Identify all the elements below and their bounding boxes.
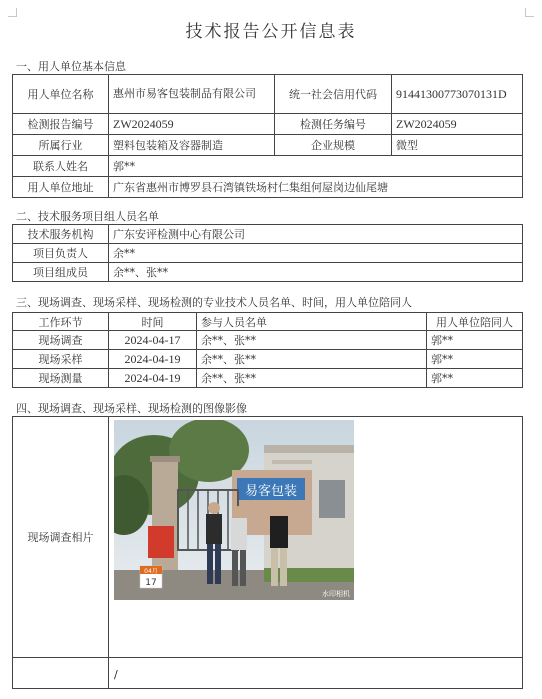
- report-no-value: ZW2024059: [109, 114, 275, 135]
- project-members-label: 项目组成员: [13, 263, 109, 282]
- fieldwork-staff: 余**、张**: [197, 369, 427, 388]
- industry-value: 塑料包装箱及容器制造: [109, 135, 275, 156]
- unit-row-industry: [13, 135, 523, 156]
- fieldwork-date: 2024-04-17: [109, 331, 197, 350]
- fieldwork-staff: 余**、张**: [197, 350, 427, 369]
- service-team-table: [12, 224, 523, 282]
- site-photo-illustration: [114, 420, 354, 600]
- page-title: 技术报告公开信息表: [185, 22, 357, 42]
- sign-text: 易客包装: [244, 484, 298, 499]
- fieldwork-header-row: [13, 313, 523, 331]
- photo-empty-row: [13, 658, 523, 689]
- photo-label: 现场调查相片: [13, 417, 109, 658]
- col-header-date: 时间: [109, 313, 197, 331]
- service-org-value: 广东安评检测中心有限公司: [109, 225, 523, 244]
- date-stamp: [140, 566, 162, 588]
- section-heading-service-team: 二、技术服务项目组人员名单: [16, 210, 159, 223]
- table-row: [13, 350, 523, 369]
- industry-label: 所属行业: [13, 135, 109, 156]
- crop-mark-top-right: [525, 8, 534, 17]
- credit-code-label: 统一社会信用代码: [275, 75, 392, 114]
- unit-name-label: 用人单位名称: [13, 75, 109, 114]
- unit-row-contact: [13, 156, 523, 177]
- service-org-label: 技术服务机构: [13, 225, 109, 244]
- task-no-label: 检测任务编号: [275, 114, 392, 135]
- unit-name-value: 惠州市易客包装制品有限公司: [109, 75, 275, 114]
- fieldwork-stage: 现场采样: [13, 350, 109, 369]
- service-row-leader: [13, 244, 523, 263]
- fieldwork-staff: 余**、张**: [197, 331, 427, 350]
- fieldwork-date: 2024-04-19: [109, 350, 197, 369]
- unit-row-numbers: [13, 114, 523, 135]
- fieldwork-escort: 郭**: [427, 369, 523, 388]
- section-heading-images: 四、现场调查、现场采样、现场检测的图像影像: [16, 402, 247, 415]
- service-row-members: [13, 263, 523, 282]
- contact-value: 郭**: [109, 156, 523, 177]
- unit-row-address: [13, 177, 523, 198]
- fieldwork-date: 2024-04-19: [109, 369, 197, 388]
- service-row-org: [13, 225, 523, 244]
- credit-code-value: 91441300773070131D: [392, 75, 523, 114]
- empty-mark: /: [114, 668, 118, 681]
- section-heading-unit-info: 一、用人单位基本信息: [16, 60, 126, 73]
- fieldwork-table: [12, 312, 523, 388]
- photo-empty-cell: [109, 658, 523, 689]
- table-row: [13, 331, 523, 350]
- project-members-value: 余**、张**: [109, 263, 523, 282]
- col-header-escort: 用人单位陪同人: [427, 313, 523, 331]
- stamp-month: 04月: [144, 568, 158, 575]
- project-leader-value: 余**: [109, 244, 523, 263]
- unit-row-name: [13, 75, 523, 114]
- contact-label: 联系人姓名: [13, 156, 109, 177]
- scale-label: 企业规模: [275, 135, 392, 156]
- address-label: 用人单位地址: [13, 177, 109, 198]
- photo-empty-label-cell: [13, 658, 109, 689]
- table-row: [13, 369, 523, 388]
- fieldwork-escort: 郭**: [427, 350, 523, 369]
- fieldwork-escort: 郭**: [427, 331, 523, 350]
- section-heading-fieldwork: 三、现场调查、现场采样、现场检测的专业技术人员名单、时间，用人单位陪同人: [16, 296, 412, 309]
- address-value: 广东省惠州市博罗县石湾镇铁场村仁集组何屋岗边仙尾塘: [109, 177, 523, 198]
- crop-mark-top-left: [8, 8, 17, 17]
- report-no-label: 检测报告编号: [13, 114, 109, 135]
- task-no-value: ZW2024059: [392, 114, 523, 135]
- watermark-text: 水印相机: [322, 590, 350, 598]
- site-survey-photo: [114, 420, 354, 600]
- fieldwork-stage: 现场调查: [13, 331, 109, 350]
- stamp-day: 17: [145, 578, 157, 588]
- scale-value: 微型: [392, 135, 523, 156]
- col-header-staff: 参与人员名单: [197, 313, 427, 331]
- unit-info-table: [12, 74, 523, 198]
- fieldwork-stage: 现场测量: [13, 369, 109, 388]
- col-header-stage: 工作环节: [13, 313, 109, 331]
- project-leader-label: 项目负责人: [13, 244, 109, 263]
